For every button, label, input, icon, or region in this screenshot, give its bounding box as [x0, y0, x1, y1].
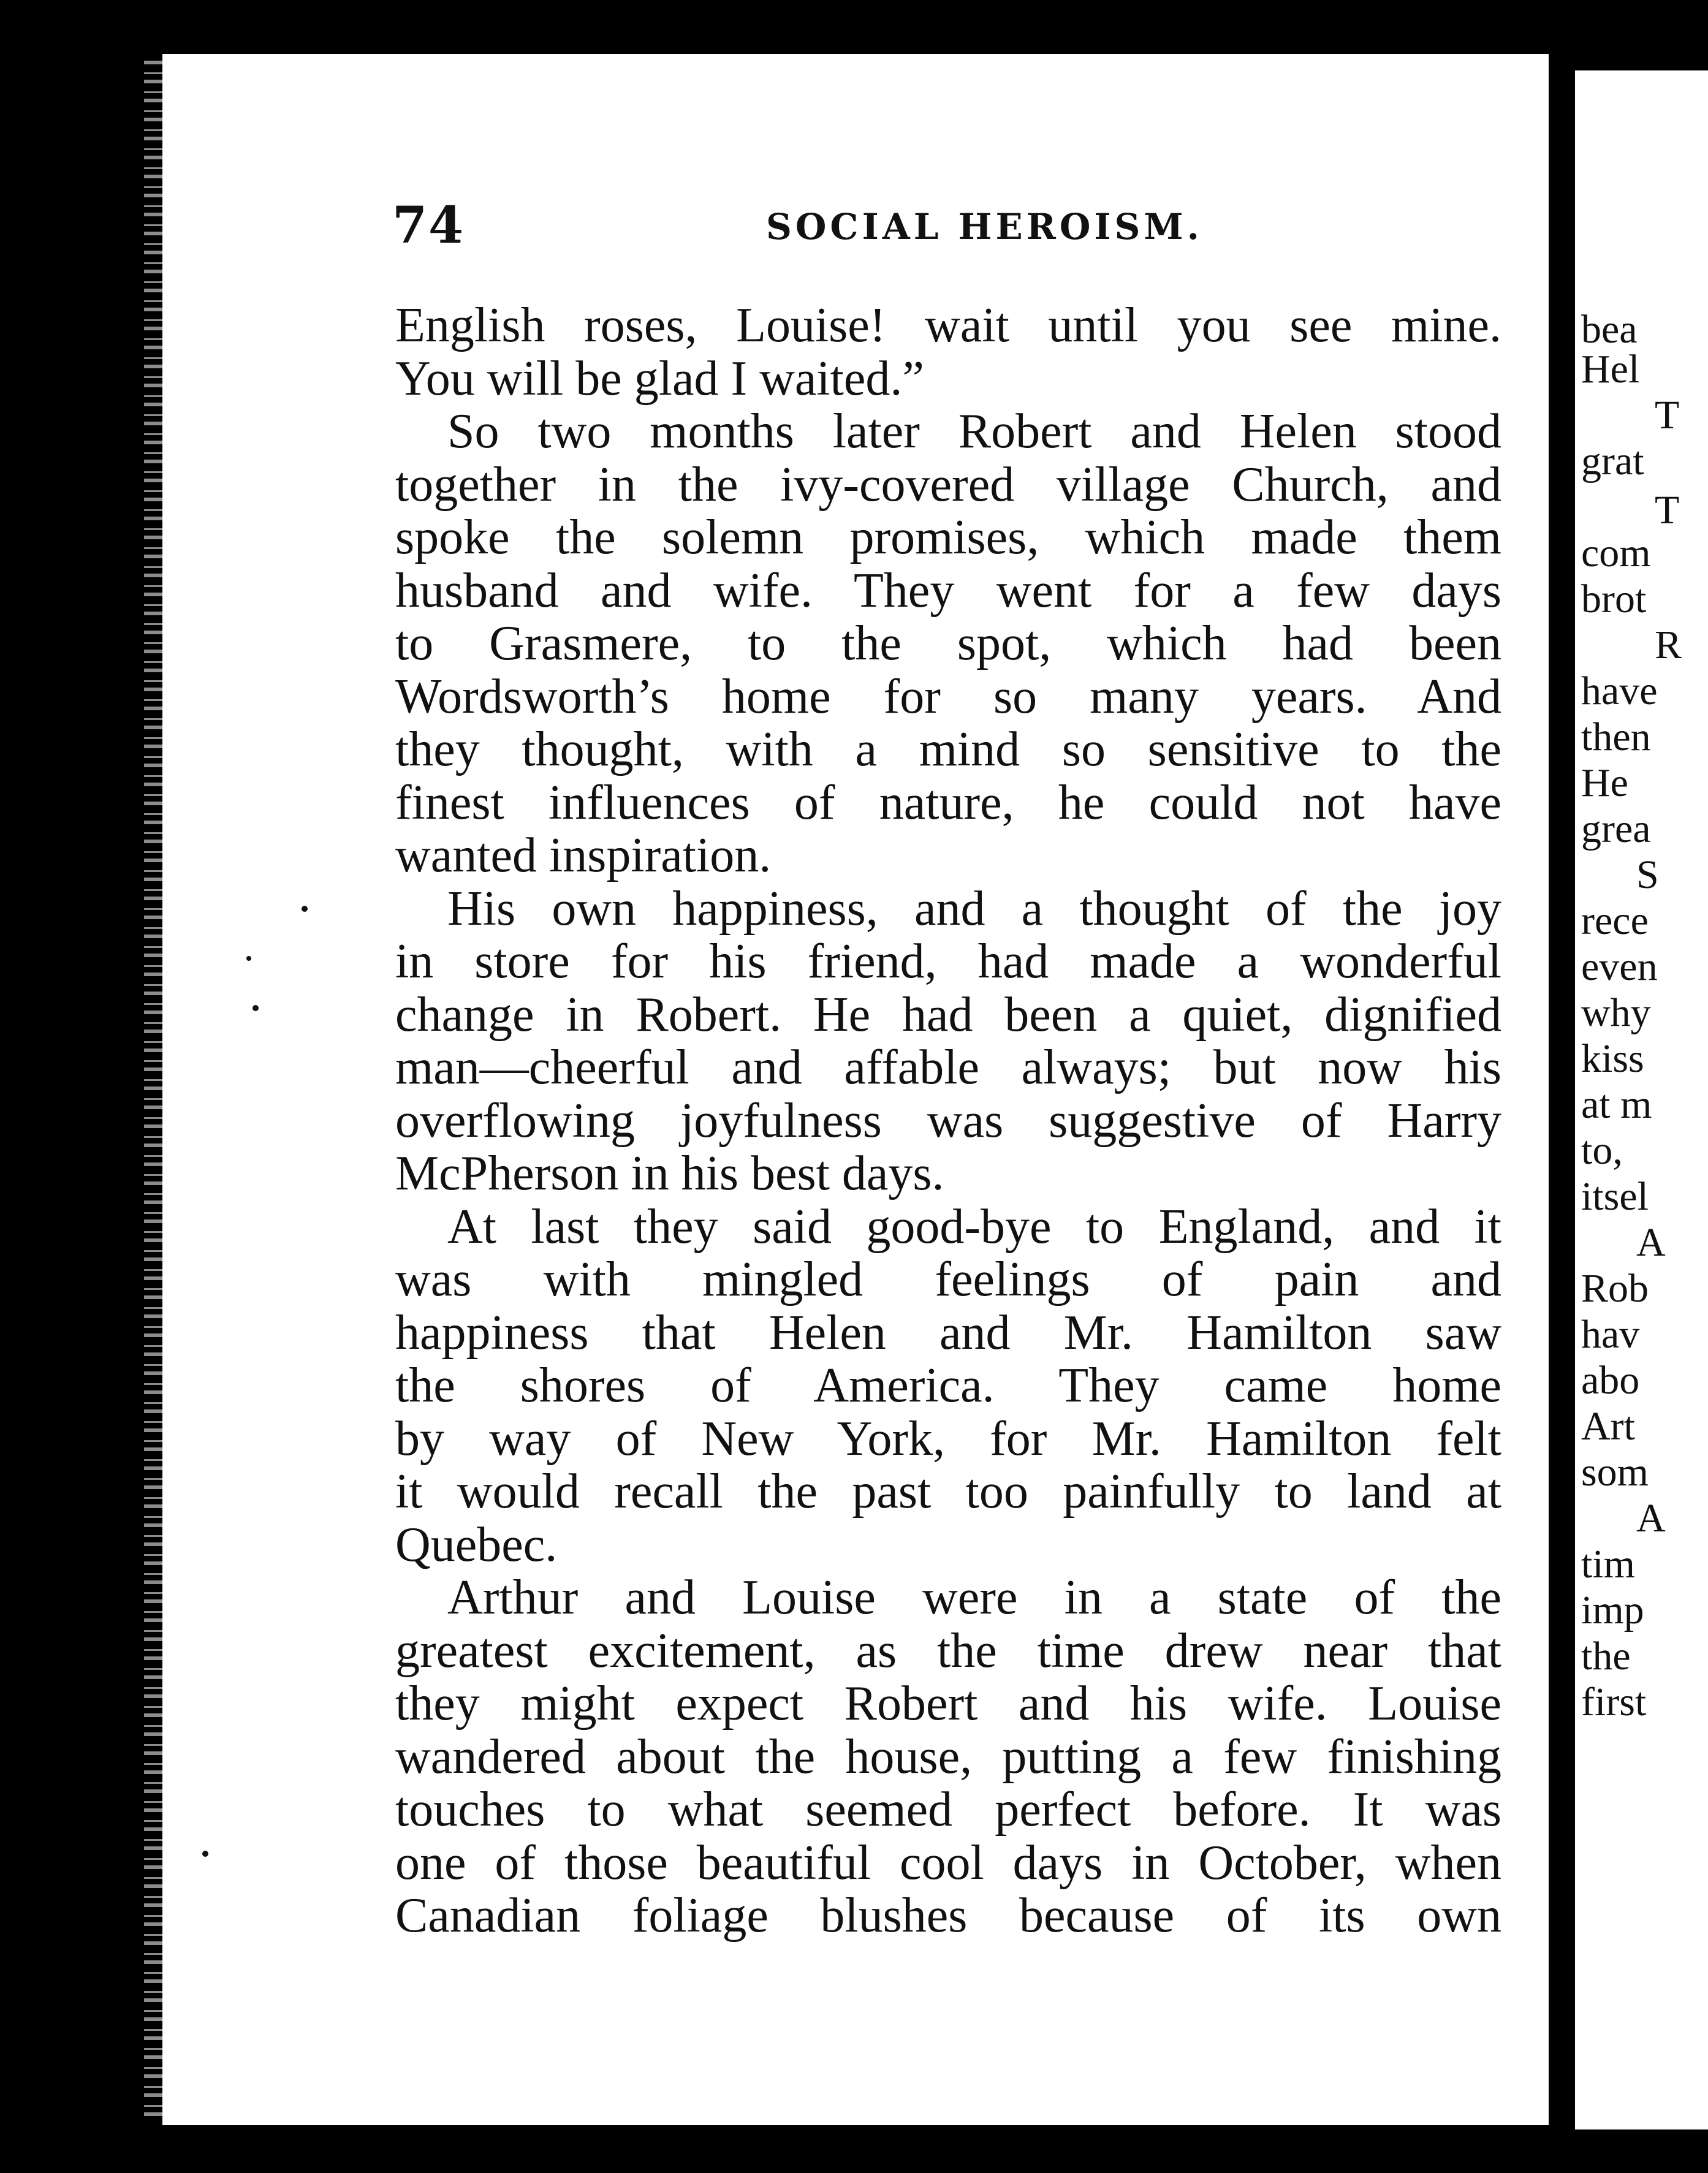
text-line: wanted inspiration. — [395, 829, 772, 882]
print-speck — [246, 956, 251, 961]
page-number: 74 — [392, 196, 465, 255]
facing-text-fragment: A — [1636, 1496, 1666, 1541]
page-header — [392, 196, 1373, 257]
facing-text-fragment: first — [1581, 1680, 1647, 1724]
facing-text-fragment: then — [1581, 715, 1651, 759]
facing-text-fragment: have — [1581, 669, 1658, 713]
body-text — [395, 299, 1501, 1943]
print-speck — [202, 1851, 208, 1857]
facing-text-fragment: com — [1581, 531, 1651, 575]
facing-text-fragment: hav — [1581, 1312, 1640, 1357]
facing-text-fragment: T — [1655, 488, 1680, 533]
facing-text-fragment: Hel — [1581, 347, 1640, 392]
facing-text-fragment: brot — [1581, 577, 1647, 621]
text-line: to Grasmere, to the spot, which had been — [395, 616, 1501, 670]
facing-text-fragment: tim — [1581, 1542, 1636, 1587]
facing-text-fragment: Art — [1581, 1404, 1635, 1449]
text-line: by way of New York, for Mr. Hamilton felt — [395, 1411, 1501, 1466]
text-line: Wordsworth’s home for so many years. And — [395, 669, 1501, 724]
facing-text-fragment: to, — [1581, 1128, 1623, 1173]
facing-text-fragment: bea — [1581, 307, 1638, 352]
facing-text-fragment: at m — [1581, 1082, 1652, 1127]
text-line: one of those beautiful cool days in October, when — [395, 1835, 1501, 1890]
text-line: At last they said good-bye to England, and it — [447, 1199, 1501, 1254]
facing-page-strip — [1575, 70, 1708, 2129]
text-line: it would recall the past too painfully to land at — [395, 1465, 1501, 1519]
text-line: was with mingled feelings of pain and — [395, 1253, 1501, 1306]
facing-text-fragment: grat — [1581, 439, 1644, 484]
text-line: greatest excitement, as the time drew near that — [395, 1623, 1501, 1678]
text-line: change in Robert. He had been a quiet, dignified — [395, 987, 1501, 1042]
text-line: wandered about the house, putting a few finishing — [395, 1729, 1501, 1784]
text-line: English roses, Louise! wait until you see mine. — [395, 298, 1501, 352]
facing-text-fragment: T — [1655, 393, 1680, 438]
facing-text-fragment: kiss — [1581, 1036, 1644, 1081]
facing-text-fragment: the — [1581, 1634, 1631, 1678]
text-line: overflowing joyfulness was suggestive of Harry — [395, 1093, 1501, 1148]
facing-text-fragment: He — [1581, 760, 1628, 805]
text-line: man—cheerful and affable always; but now his — [395, 1041, 1501, 1094]
text-line: they might expect Robert and his wife. Louise — [395, 1677, 1501, 1731]
facing-text-fragment: abo — [1581, 1358, 1640, 1403]
text-line: You will be glad I waited.” — [395, 351, 924, 406]
facing-text-fragment: S — [1636, 852, 1659, 897]
running-head: SOCIAL HEROISM. — [766, 206, 1203, 248]
facing-text-fragment: even — [1581, 944, 1658, 989]
text-line: So two months later Robert and Helen stood — [447, 404, 1501, 458]
facing-text-fragment: itsel — [1581, 1174, 1649, 1219]
text-line: happiness that Helen and Mr. Hamilton saw — [395, 1305, 1501, 1360]
facing-text-fragment: A — [1636, 1220, 1666, 1265]
facing-text-fragment: why — [1581, 990, 1651, 1035]
text-line: touches to what seemed perfect before. It was — [395, 1783, 1501, 1837]
text-line: together in the ivy-covered village Church, and — [395, 457, 1501, 512]
facing-text-fragment: R — [1655, 623, 1682, 667]
text-line: His own happiness, and a thought of the joy — [447, 881, 1501, 936]
print-speck — [302, 906, 308, 912]
text-line: spoke the solemn promises, which made them — [395, 510, 1501, 564]
text-line: husband and wife. They went for a few days — [395, 563, 1501, 618]
facing-text-fragment: rece — [1581, 898, 1649, 943]
text-line: they thought, with a mind so sensitive to the — [395, 722, 1501, 776]
facing-text-fragment: grea — [1581, 806, 1651, 851]
text-line: McPherson in his best days. — [395, 1147, 944, 1200]
facing-text-fragment: imp — [1581, 1588, 1644, 1633]
facing-text-fragment: Rob — [1581, 1266, 1649, 1311]
text-line: Quebec. — [395, 1517, 558, 1572]
facing-text-fragment: som — [1581, 1450, 1649, 1495]
text-line: Canadian foliage blushes because of its own — [395, 1889, 1501, 1943]
text-line: the shores of America. They came home — [395, 1359, 1501, 1413]
print-speck — [252, 1005, 259, 1011]
text-line: Arthur and Louise were in a state of the — [447, 1571, 1501, 1625]
gutter-shadow — [1550, 55, 1575, 2126]
text-line: finest influences of nature, he could not have — [395, 775, 1501, 830]
text-line: in store for his friend, had made a wonderful — [395, 935, 1501, 988]
